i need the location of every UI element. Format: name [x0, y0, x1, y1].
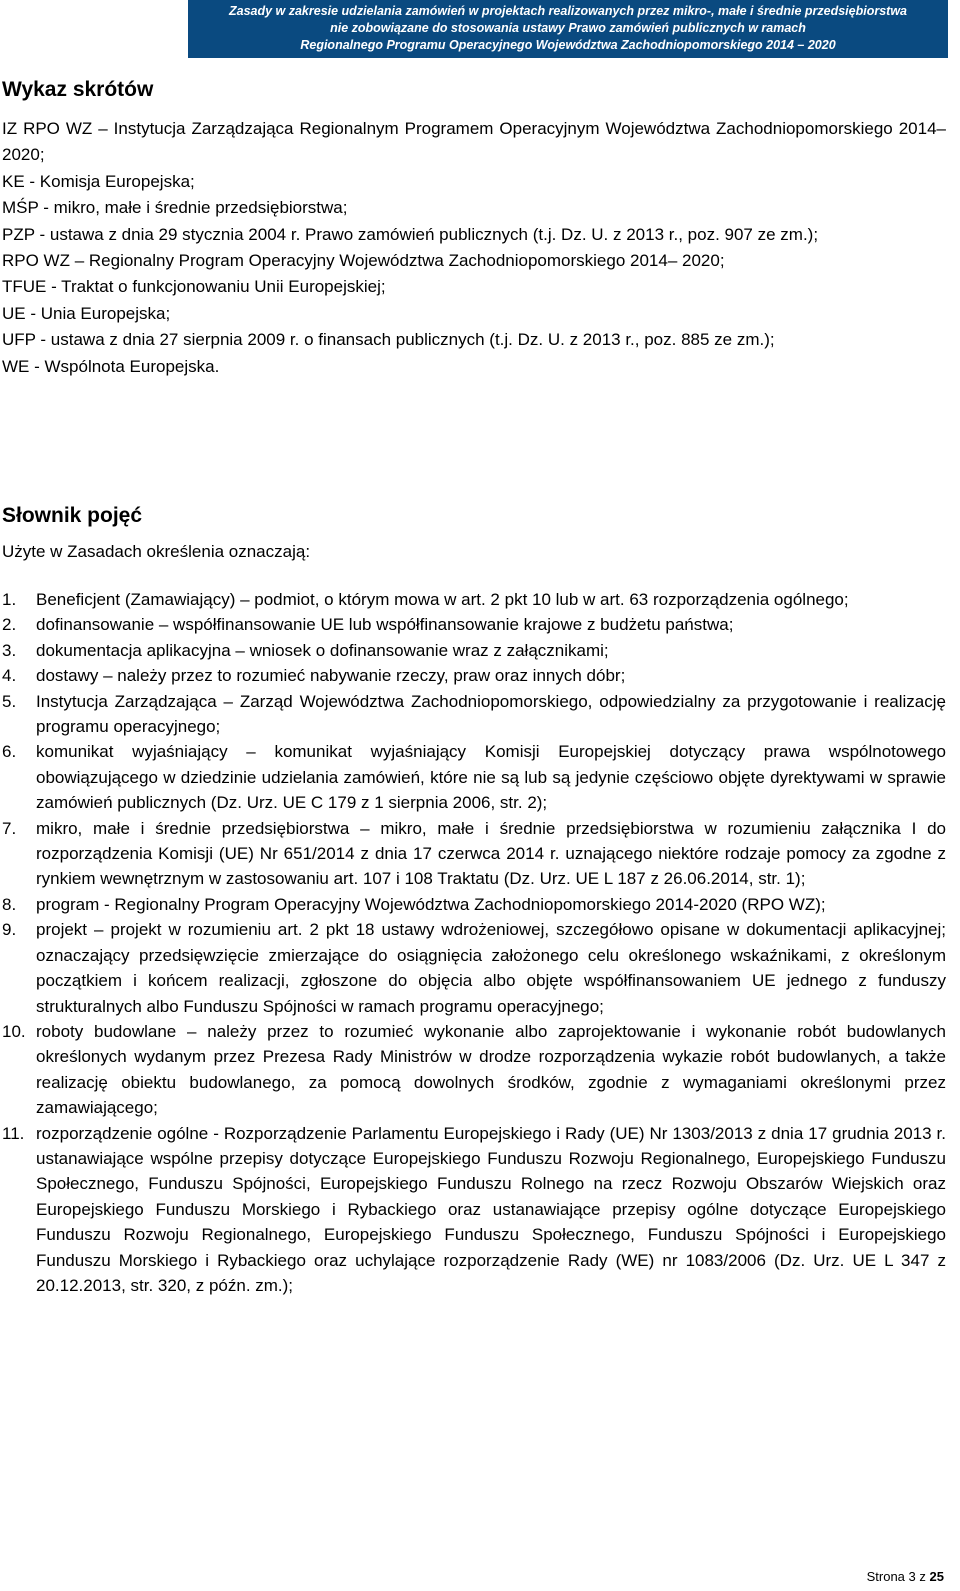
definition-text: komunikat wyjaśniający – komunikat wyjaśniający Komisji Europejskiej dotyczący prawa wspólnotowego obowiązującego w dziedzinie udzielania zamówień, które nie są lub są jedynie częściowo objęte dyrektywami w sprawie zamówień publicznych (Dz. Urz. UE C 179 z 1 sierpnia 2006, str. 2); — [36, 742, 946, 813]
page-separator: z — [919, 1569, 926, 1584]
definition-item — [2, 612, 946, 637]
abbreviation-item: IZ RPO WZ – Instytucja Zarządzająca Regionalnym Programem Operacyjnym Województwa Zachodniopomorskiego 2014–2020; — [2, 119, 946, 165]
header-line-1: Zasady w zakresie udzielania zamówień w projektach realizowanych przez mikro-, małe i średnie przedsiębiorstwa — [228, 4, 907, 18]
document-header-banner — [188, 0, 948, 58]
definition-number: 2. — [2, 615, 17, 635]
abbreviation-item: PZP - ustawa z dnia 29 stycznia 2004 r. Prawo zamówień publicznych (t.j. Dz. U. z 2013 r., poz. 907 ze zm.); — [2, 224, 819, 244]
glossary-intro: Użyte w Zasadach określenia oznaczają: — [2, 542, 311, 561]
header-line-3: Regionalnego Programu Operacyjnego Województwa Zachodniopomorskiego 2014 – 2020 — [300, 38, 836, 52]
definition-text: dokumentacja aplikacyjna – wniosek o dofinansowanie wraz z załącznikami; — [36, 640, 609, 660]
definition-item — [2, 917, 946, 1019]
abbreviation-item: UE - Unia Europejska; — [2, 303, 171, 323]
definition-item — [2, 689, 946, 740]
definition-text: dostawy – należy przez to rozumieć nabywanie rzeczy, praw oraz innych dóbr; — [36, 666, 626, 686]
page-number — [867, 1569, 944, 1584]
definition-text: Instytucja Zarządzająca – Zarząd Województwa Zachodniopomorskiego, odpowiedzialny za przygotowanie i realizację programu operacyjnego; — [36, 691, 946, 737]
current-page: 3 — [908, 1569, 916, 1584]
definition-number: 6. — [2, 742, 17, 762]
abbreviation-item: WE - Wspólnota Europejska. — [2, 356, 220, 376]
definition-number: 10. — [2, 1021, 26, 1041]
definition-text: projekt – projekt w rozumieniu art. 2 pkt 18 ustawy wdrożeniowej, szczegółowo opisane w dokumentacji aplikacyjnej; oznaczający przedsięwzięcie zmierzające do osiągnięcia założonego celu określonego wskaźnikami, z określonym początkiem i końcem realizacji, zgłoszone do objęcia albo objęte współfinansowaniem UE jednego z funduszy strukturalnych albo Funduszu Spójności w ramach programu operacyjnego; — [36, 920, 946, 1016]
definition-item — [2, 816, 946, 892]
definition-item — [2, 587, 946, 612]
definition-number: 8. — [2, 894, 17, 914]
definition-number: 11. — [2, 1123, 25, 1143]
abbreviation-item: UFP - ustawa z dnia 27 sierpnia 2009 r. o finansach publicznych (t.j. Dz. U. z 2013 r., poz. 885 ze zm.); — [2, 330, 775, 350]
definitions-list — [2, 587, 946, 1298]
definition-number: 5. — [2, 691, 17, 711]
total-pages: 25 — [929, 1569, 944, 1584]
definition-item — [2, 1121, 946, 1299]
definition-item — [2, 892, 946, 917]
glossary-heading: Słownik pojęć — [2, 504, 143, 527]
abbreviations-heading: Wykaz skrótów — [2, 78, 154, 101]
definition-item — [2, 638, 946, 663]
definition-number: 3. — [2, 640, 17, 660]
header-line-2: nie zobowiązane do stosowania ustawy Prawo zamówień publicznych w ramach — [330, 21, 806, 35]
definition-text: Beneficjent (Zamawiający) – podmiot, o którym mowa w art. 2 pkt 10 lub w art. 63 rozporządzenia ogólnego; — [36, 590, 849, 609]
abbreviation-item: KE - Komisja Europejska; — [2, 171, 195, 191]
definition-number: 1. — [2, 590, 17, 609]
definition-number: 7. — [2, 818, 17, 838]
definition-text: program - Regionalny Program Operacyjny Województwa Zachodniopomorskiego 2014-2020 (RPO WZ); — [36, 894, 826, 914]
definition-item — [2, 1019, 946, 1121]
page-label: Strona — [866, 1569, 905, 1584]
definition-item — [2, 739, 946, 815]
abbreviations-list — [2, 116, 946, 380]
definition-text: mikro, małe i średnie przedsiębiorstwa – mikro, małe i średnie przedsiębiorstwa w rozumieniu załącznika I do rozporządzenia Komisji (UE) Nr 651/2014 z dnia 17 czerwca 2014 r. uznającego niektóre rodzaje pomocy za zgodne z rynkiem wewnętrznym w zastosowaniu art. 107 i 108 Traktatu (Dz. Urz. UE L 187 z 26.06.2014, str. 1); — [36, 818, 946, 889]
definition-text: dofinansowanie – współfinansowanie UE lub współfinansowanie krajowe z budżetu państwa; — [36, 615, 734, 635]
definition-item — [2, 663, 946, 688]
abbreviation-item: RPO WZ – Regionalny Program Operacyjny Województwa Zachodniopomorskiego 2014– 2020; — [2, 251, 725, 271]
definition-number: 9. — [2, 920, 17, 940]
definition-text: rozporządzenie ogólne - Rozporządzenie Parlamentu Europejskiego i Rady (UE) Nr 1303/2013 z dnia 17 grudnia 2013 r. ustanawiające wspólne przepisy dotyczące Europejskiego Funduszu Rozwoju Regionalnego, Europejskiego Funduszu Społecznego, Funduszu Spójności, Europejskiego Funduszu Rolnego na rzecz Rozwoju Obszarów Wiejskich oraz Europejskiego Funduszu Morskiego i Rybackiego oraz ustanawiające przepisy ogólne dotyczące Europejskiego Funduszu Rozwoju Regionalnego, Europejskiego Funduszu Społecznego, Funduszu Spójności i Europejskiego Funduszu Morskiego i Rybackiego oraz uchylające rozporządzenie Rady (WE) nr 1083/2006 (Dz. Urz. UE L 347 z 20.12.2013, str. 320, z późn. zm.); — [36, 1123, 946, 1295]
abbreviation-item: MŚP - mikro, małe i średnie przedsiębiorstwa; — [2, 198, 348, 218]
abbreviation-item: TFUE - Traktat o funkcjonowaniu Unii Europejskiej; — [2, 277, 386, 297]
definition-number: 4. — [2, 666, 17, 686]
definition-text: roboty budowlane – należy przez to rozumieć wykonanie albo zaprojektowanie i wykonanie robót budowlanych określonych wydanym przez Prezesa Rady Ministrów w drodze rozporządzenia wykazie robót budowlanych, a także realizację obiektu budowlanego, za pomocą dowolnych środków, zgodnie z wymaganiami określonymi przez zamawiającego; — [36, 1021, 946, 1118]
